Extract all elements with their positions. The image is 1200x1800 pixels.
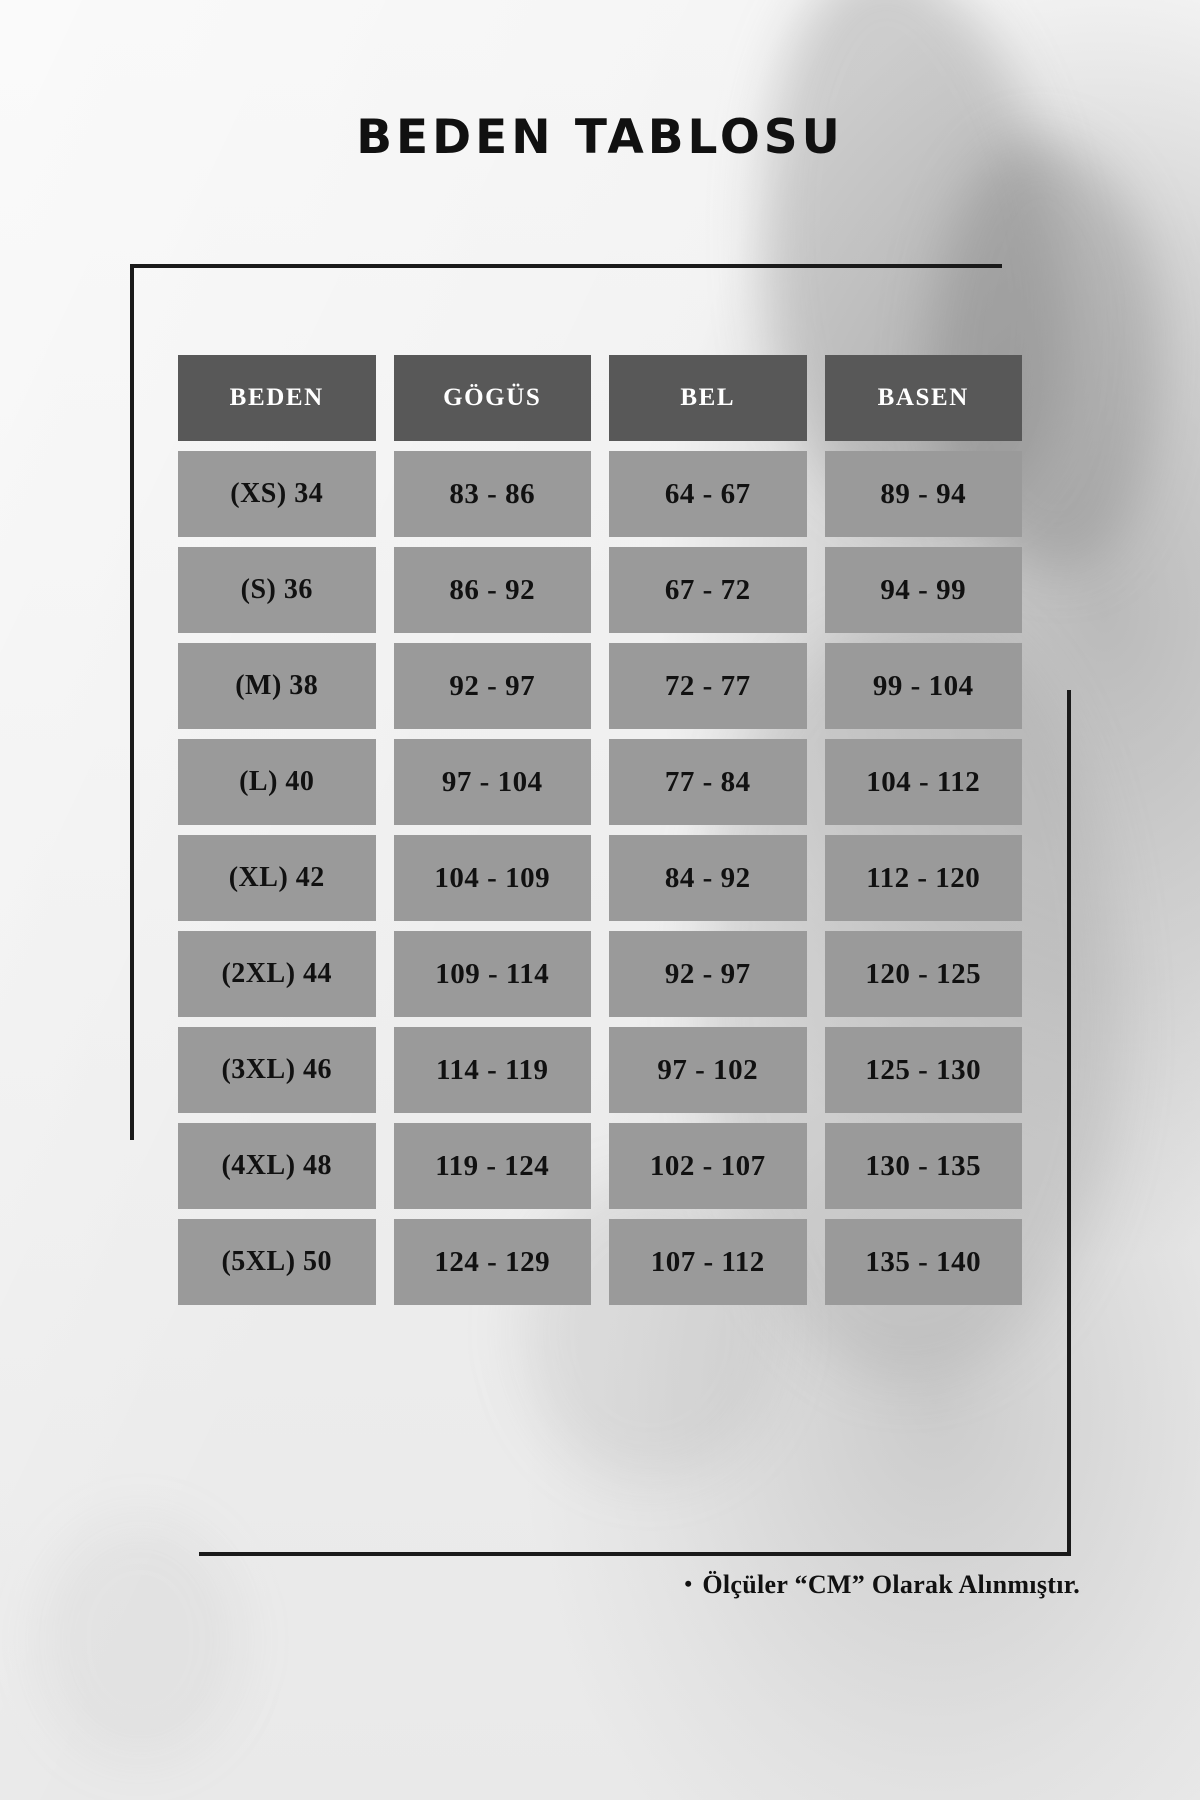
column-header-bel: BEL [609,355,807,441]
measurement-note-text: Ölçüler “CM” Olarak Alınmıştır. [702,1570,1080,1599]
cell-waist: 92 - 97 [609,931,807,1017]
table-row [178,547,1022,633]
measurement-note [0,1570,1080,1600]
table-row [178,1219,1022,1305]
cell-size: (XS) 34 [178,451,376,537]
cell-waist: 67 - 72 [609,547,807,633]
cell-size: (3XL) 46 [178,1027,376,1113]
table-row [178,1027,1022,1113]
table-row [178,451,1022,537]
cell-waist: 97 - 102 [609,1027,807,1113]
cell-chest: 86 - 92 [394,547,592,633]
size-table [160,345,1040,1315]
cell-hip: 125 - 130 [825,1027,1023,1113]
table-header-row [178,355,1022,441]
cell-hip: 104 - 112 [825,739,1023,825]
cell-hip: 120 - 125 [825,931,1023,1017]
size-table-container [160,345,1040,1315]
frame-line-top [130,264,1002,268]
table-row [178,835,1022,921]
cell-waist: 102 - 107 [609,1123,807,1209]
cell-chest: 124 - 129 [394,1219,592,1305]
cell-size: (2XL) 44 [178,931,376,1017]
bullet-icon: • [684,1571,693,1596]
cell-hip: 135 - 140 [825,1219,1023,1305]
cell-size: (M) 38 [178,643,376,729]
cell-hip: 112 - 120 [825,835,1023,921]
frame-line-right [1067,690,1071,1556]
cell-size: (L) 40 [178,739,376,825]
table-body [178,451,1022,1305]
cell-chest: 119 - 124 [394,1123,592,1209]
cell-waist: 77 - 84 [609,739,807,825]
cell-chest: 83 - 86 [394,451,592,537]
frame-line-bottom [199,1552,1071,1556]
frame-line-left [130,264,134,1140]
cell-size: (XL) 42 [178,835,376,921]
page-title: BEDEN TABLOSU [356,110,844,165]
column-header-gogus: GÖGÜS [394,355,592,441]
cell-size: (5XL) 50 [178,1219,376,1305]
cell-hip: 89 - 94 [825,451,1023,537]
column-header-basen: BASEN [825,355,1023,441]
table-header [178,355,1022,441]
cell-waist: 64 - 67 [609,451,807,537]
cell-waist: 107 - 112 [609,1219,807,1305]
cell-hip: 99 - 104 [825,643,1023,729]
cell-chest: 97 - 104 [394,739,592,825]
cell-chest: 109 - 114 [394,931,592,1017]
table-row [178,643,1022,729]
cell-waist: 72 - 77 [609,643,807,729]
cell-hip: 94 - 99 [825,547,1023,633]
table-row [178,739,1022,825]
cell-chest: 92 - 97 [394,643,592,729]
cell-waist: 84 - 92 [609,835,807,921]
cell-chest: 114 - 119 [394,1027,592,1113]
column-header-beden: BEDEN [178,355,376,441]
cell-size: (4XL) 48 [178,1123,376,1209]
table-row [178,931,1022,1017]
cell-chest: 104 - 109 [394,835,592,921]
cell-size: (S) 36 [178,547,376,633]
cell-hip: 130 - 135 [825,1123,1023,1209]
table-row [178,1123,1022,1209]
